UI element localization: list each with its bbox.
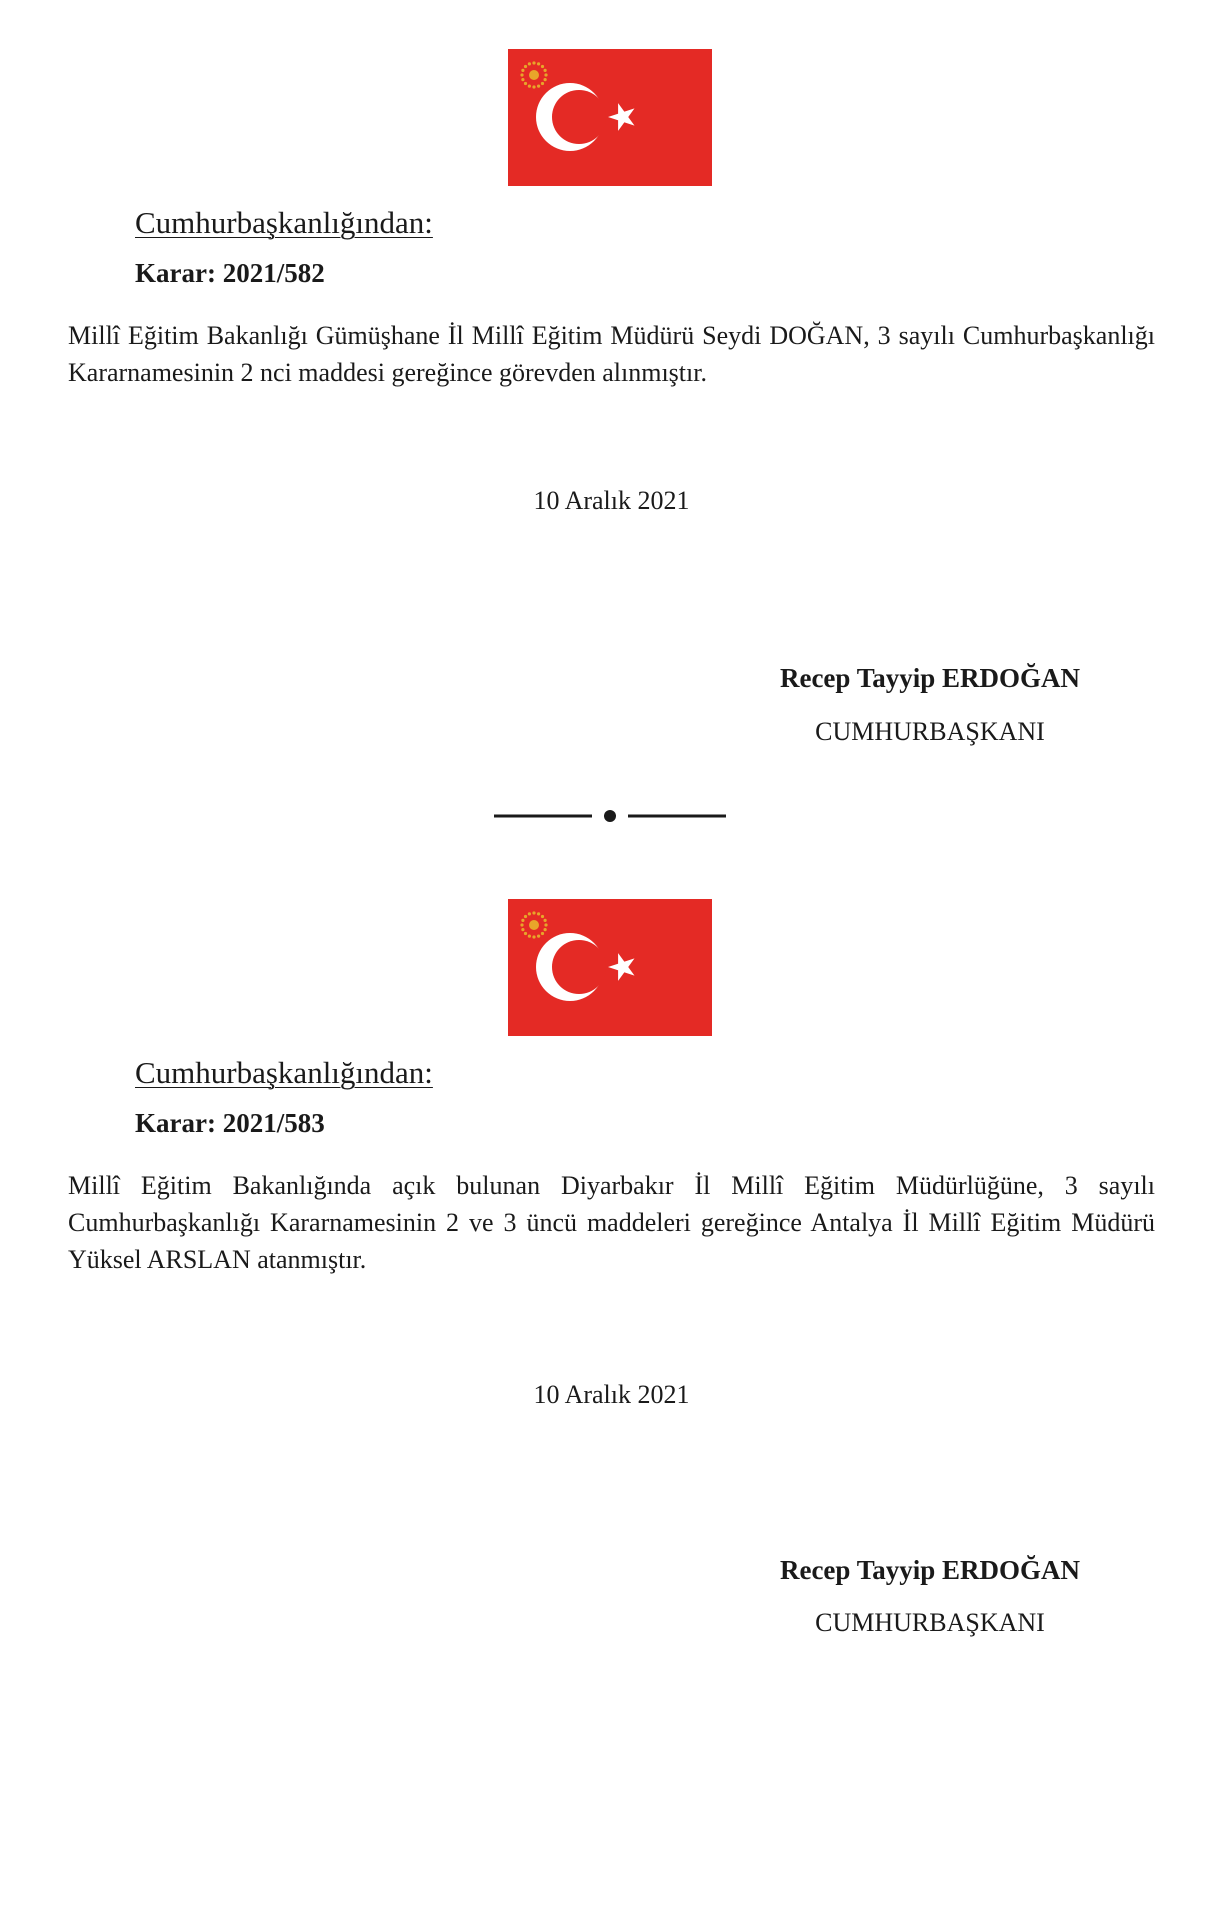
signer-title: CUMHURBAŞKANI [815,1608,1045,1637]
turkish-presidential-flag-icon [508,899,712,1036]
signer-title: CUMHURBAŞKANI [815,717,1045,746]
decree-date: 10 Aralık 2021 [533,1380,690,1409]
decree-heading: Cumhurbaşkanlığından: [135,205,433,240]
section-separator [492,804,728,828]
turkish-presidential-flag-icon [508,49,712,186]
decree-date: 10 Aralık 2021 [533,486,690,515]
signer-name: Recep Tayyip ERDOĞAN [779,663,1081,693]
decision-number: Karar: 2021/582 [135,258,325,288]
signer-name: Recep Tayyip ERDOĞAN [779,1555,1081,1585]
decision-number: Karar: 2021/583 [135,1108,325,1138]
decree-heading: Cumhurbaşkanlığından: [135,1055,433,1090]
decree-body: Millî Eğitim Bakanlığı Gümüşhane İl Millî Eğitim Müdürü Seydi DOĞAN, 3 sayılı Cumhurbaşkanlığı Kararnamesinin 2 nci maddesi gereğince görevden alınmıştır. [68,321,1155,387]
decree-body: Millî Eğitim Bakanlığında açık bulunan Diyarbakır İl Millî Eğitim Müdürlüğüne, 3 sayılı Cumhurbaşkanlığı Kararnamesinin 2 ve 3 üncü maddeleri gereğince Antalya İl Millî Eğitim Müdürü Yüksel ARSLAN atanmıştır. [68,1171,1155,1274]
